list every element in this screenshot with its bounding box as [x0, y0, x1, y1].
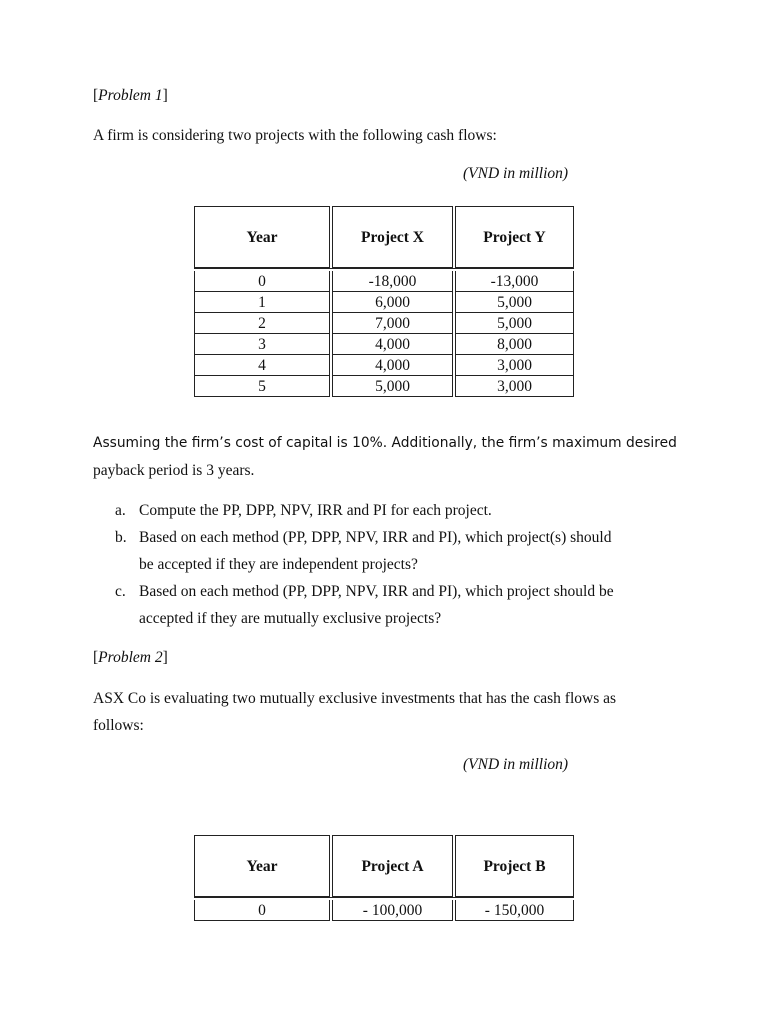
table-row — [194, 334, 574, 355]
table-header-row — [194, 206, 574, 269]
table-cell: 5,000 — [455, 313, 574, 334]
list-item-text: be accepted if they are independent projects? — [139, 556, 418, 573]
problem1-assumption-line1: Assuming the firm’s cost of capital is 10%. Additionally, the firm’s maximum desired — [93, 435, 677, 451]
table-row — [194, 355, 574, 376]
table-cell: 4,000 — [332, 334, 453, 355]
table-cell: 2 — [194, 313, 330, 334]
problem1-heading: [Problem 1] — [93, 87, 168, 104]
table-cell: 5 — [194, 376, 330, 397]
table-cell: -13,000 — [455, 271, 574, 292]
table-cell: 5,000 — [332, 376, 453, 397]
table-cell: 4 — [194, 355, 330, 376]
list-marker: c. — [115, 583, 126, 600]
table-cell: - 150,000 — [455, 900, 574, 921]
column-header-project-b: Project B — [455, 835, 574, 897]
list-item — [93, 578, 693, 632]
list-item-text: Based on each method (PP, DPP, NPV, IRR and PI), which project(s) should — [139, 529, 612, 546]
table-row — [194, 376, 574, 397]
problem1-intro: A firm is considering two projects with the following cash flows: — [93, 127, 497, 144]
column-header-project-y: Project Y — [455, 206, 574, 268]
problem1-unit-label: (VND in million) — [463, 165, 569, 182]
table-cell: 4,000 — [332, 355, 453, 376]
list-marker: a. — [115, 502, 126, 519]
table-row — [194, 313, 574, 334]
table-cell: -18,000 — [332, 271, 453, 292]
table-cell: 3 — [194, 334, 330, 355]
problem2-cash-flow-table — [194, 835, 574, 921]
problem2-unit-label: (VND in million) — [463, 756, 569, 773]
list-item — [93, 524, 693, 578]
table-cell: 8,000 — [455, 334, 574, 355]
table-cell: 7,000 — [332, 313, 453, 334]
table-cell: - 100,000 — [332, 900, 453, 921]
table-cell: 0 — [194, 271, 330, 292]
table-row — [194, 292, 574, 313]
column-header-project-x: Project X — [332, 206, 453, 268]
list-item-text: Based on each method (PP, DPP, NPV, IRR and PI), which project should be — [139, 583, 614, 600]
column-header-project-a: Project A — [332, 835, 453, 897]
column-header-year: Year — [194, 206, 330, 268]
table-header-row — [194, 835, 574, 898]
problem2-intro-line1: ASX Co is evaluating two mutually exclusive investments that has the cash flows as — [93, 690, 617, 707]
problem2-intro-line2: follows: — [93, 717, 144, 734]
table-cell: 5,000 — [455, 292, 574, 313]
table-cell: 0 — [194, 900, 330, 921]
list-item-text: Compute the PP, DPP, NPV, IRR and PI for each project. — [139, 502, 492, 519]
table-cell: 1 — [194, 292, 330, 313]
table-cell: 3,000 — [455, 376, 574, 397]
column-header-year: Year — [194, 835, 330, 897]
problem1-assumption-line2: payback period is 3 years. — [93, 462, 255, 479]
list-item — [93, 497, 693, 524]
table-cell: 3,000 — [455, 355, 574, 376]
table-cell: 6,000 — [332, 292, 453, 313]
list-marker: b. — [115, 529, 127, 546]
list-item-text: accepted if they are mutually exclusive projects? — [139, 610, 442, 627]
problem2-heading: [Problem 2] — [93, 649, 168, 666]
table-row — [194, 900, 574, 921]
problem1-question-list — [93, 497, 693, 632]
problem1-cash-flow-table — [194, 206, 574, 397]
table-row — [194, 271, 574, 292]
